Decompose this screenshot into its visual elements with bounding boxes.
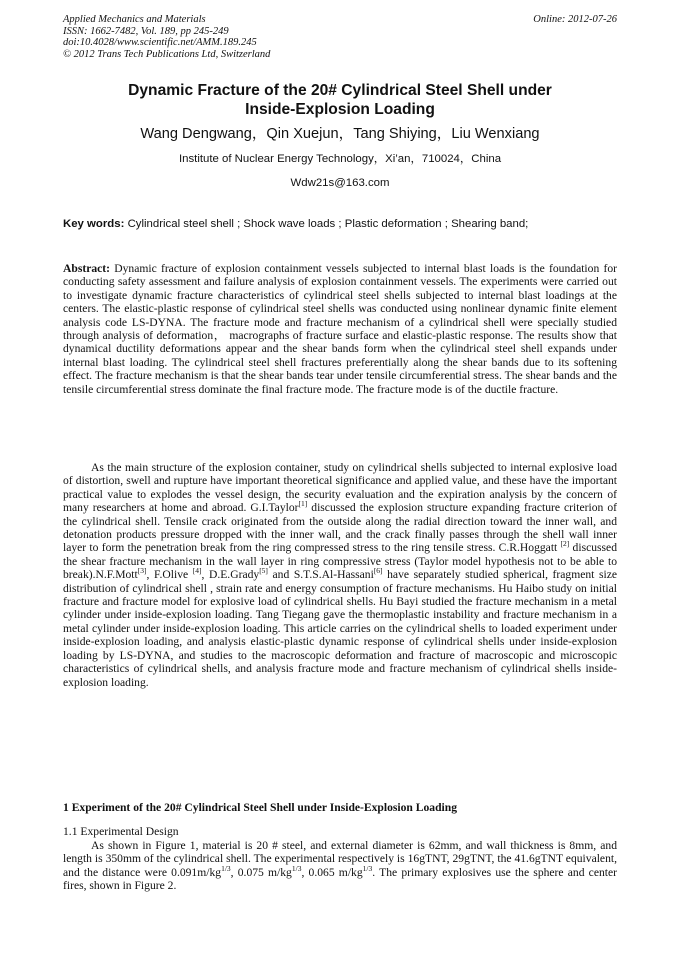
intro-text: and S.T.S.Al-Hassani (267, 568, 374, 582)
intro-text: have separately studied spherical, fragment size distribution of cylindrical shell , strain rate and energy consumption of fracture mechanisms. Hu Haibo study on initial fracture and fracture model for explosive load of cylindrical shells. Hu Bayi studied the fracture mechanism in a metal cylinder under inside-explosion loading. Tang Tiegang gave the thermoplastic instability and fracture mechanism in a metal cylinder under inside-explosion loading. This article carries on the cylindrical shells to loaded experiment under inside-explosion loading, and analysis elastic-plastic dynamic response of cylindrical shells under inside-explosion loading by LS-DYNA, and studies to the macroscopic deformation and fracture of macroscopic and microscopic characteristics of cylindrical shells, and analysis fracture mode and fracture mechanism of cylindrical shells inside-explosion loading. (63, 568, 618, 689)
intro-text: discussed the shear fracture mechanism in the wall layer in ring compressive stress (Taylor model hypothesis not to be able to break).N.F.Mott (63, 541, 617, 582)
citation: [3] (137, 566, 147, 576)
exponent: 1/3 (291, 863, 302, 873)
doi-line: doi:10.4028/www.scientific.net/AMM.189.245 (63, 37, 257, 49)
citation: [1] (298, 499, 308, 509)
authors: Wang Dengwang，Qin Xuejun，Tang Shiying，Liu Wenxiang (140, 126, 540, 142)
keywords (63, 217, 617, 231)
keywords-text: Cylindrical steel shell ; Shock wave loads ; Plastic deformation ; Shearing band; (124, 218, 529, 230)
exponent: 1/3 (221, 863, 231, 873)
intro-text: As the main structure of the explosion container, study on cylindrical shells subjected to internal explosive load of distortion, swell and rupture have important theoretical significance and applied value, and these have the important practical value to explodes the vessel design, the security evaluation and the expiration analysis by the concern of many researchers at home and abroad. G.I.Taylor (63, 461, 617, 515)
section-heading: 1 Experiment of the 20# Cylindrical Steel Shell under Inside-Explosion Loading (63, 801, 458, 814)
section-text: , 0.075 m/kg (230, 865, 292, 879)
issn-line: ISSN: 1662-7482, Vol. 189, pp 245-249 (63, 25, 229, 37)
citation: [5] (259, 566, 268, 576)
section-text: . The primary explosives use the sphere and center fires, shown in Figure 2. (63, 865, 617, 893)
running-header (63, 14, 617, 60)
section-text: , 0.065 m/kg (301, 865, 363, 879)
intro-text: , D.E.Grady (201, 568, 260, 582)
online-date: Online: 2012-07-26 (533, 14, 617, 25)
affiliation: Institute of Nuclear Energy Technology，Xi’an，710024，China (178, 153, 502, 165)
journal-name: Applied Mechanics and Materials (63, 14, 206, 25)
section-paragraph (63, 839, 617, 893)
paper-title (63, 82, 617, 119)
intro-paragraph (63, 461, 617, 689)
citation: [2] (560, 539, 570, 549)
exponent: 1/3 (362, 863, 373, 873)
abstract-label: Abstract: (63, 262, 111, 275)
citation: [4] (192, 566, 202, 576)
subsection-heading: 1.1 Experimental Design (63, 825, 179, 838)
section-text: As shown in Figure 1, material is 20 # steel, and external diameter is 62mm, and wall thickness is 8mm, and length is 350mm of the cylindrical shell. The experimental respectively is 16gTNT, 29gTNT, the 41.6gTNT equivalent, and the distance were 0.091m/kg (63, 839, 617, 879)
title-line-2: Inside-Explosion Loading (245, 100, 435, 118)
intro-text: , F.Olive (146, 568, 193, 582)
abstract (63, 262, 617, 396)
citation: [6] (373, 566, 383, 576)
abstract-text: Dynamic fracture of explosion containment vessels subjected to internal blast loads is the foundation for conducting safety assessment and failure analysis of explosion containment vessels. The experiments were carried out to investigate dynamic fracture characteristics of cylindrical steel shells subjected to internal blast loadings at the centers. The elastic-plastic response of cylindrical steel shells was conducted using nonlinear dynamic finite element analysis code LS-DYNA. The fracture mode and fracture mechanism of a cylindrical shell were specially studied through analysis of deformation， macrographs of fracture surface and elastic-plastic response. The results show that dynamical ductility deformations appear and the shear bands form when the cylindrical steel shell expands under internal blast loading. The cylindrical steel shell fractures preferentially along the shear bands due to its softening effect. The fracture mechanism is that the shear bands tear under tensile circumferential stress. The shear bands and the tensile circumferential stress dominate the final fracture mode. The fracture mode is of the ductile fracture. (63, 262, 617, 396)
intro-text: discussed the explosion structure expanding fracture criterion of the cylindrical shell. Tensile crack originated from the outside along the radial direction toward the inner wall, and detonation products pressure dropped with the inner wall, and the crack finally passes through the shell wall inner layer to form the penetration break from the ring compressed stress to the ring tensile stress. C.R.Hoggatt (63, 501, 617, 555)
copyright-line: © 2012 Trans Tech Publications Ltd, Switzerland (63, 48, 271, 60)
title-line-1: Dynamic Fracture of the 20# Cylindrical Steel Shell under (128, 82, 552, 99)
email: Wdw21s@163.com (290, 177, 390, 189)
keywords-label: Key words: (63, 218, 125, 230)
